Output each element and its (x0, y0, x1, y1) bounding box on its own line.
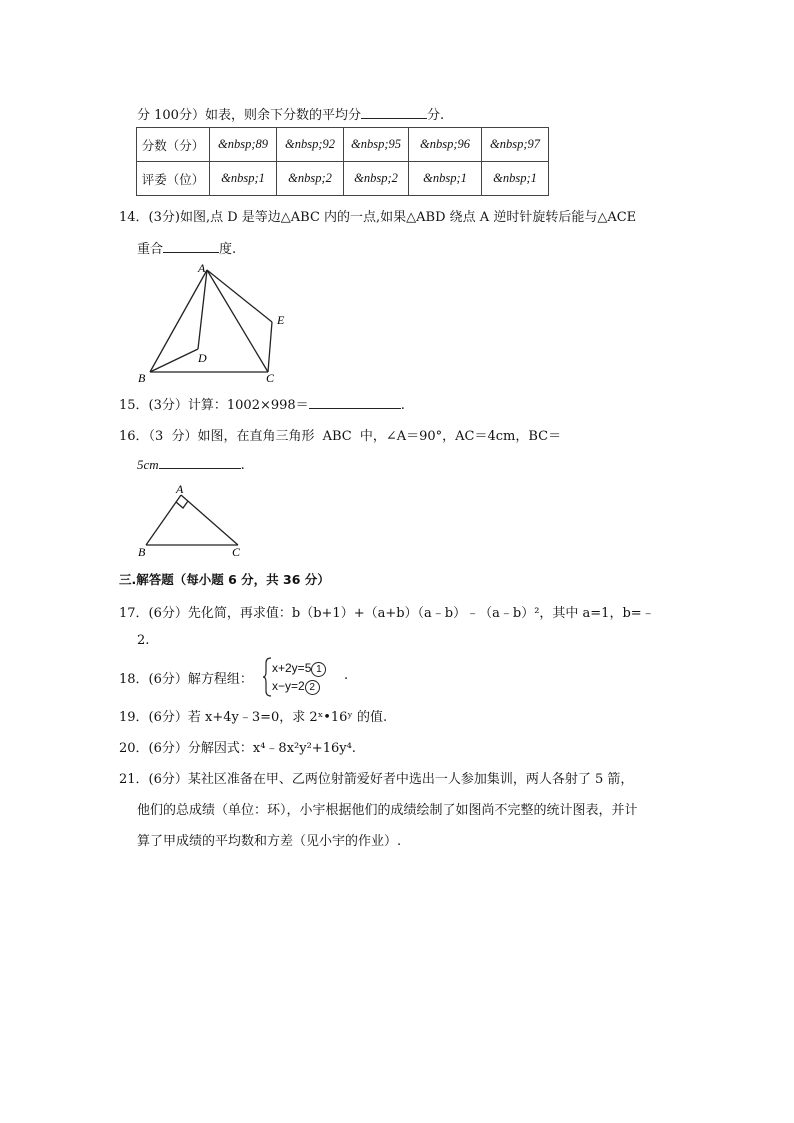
table-cell: &nbsp;92 (277, 128, 344, 162)
q16-line2 (137, 456, 245, 473)
table-cell: &nbsp;97 (482, 128, 549, 162)
table-cell: &nbsp;2 (277, 162, 344, 196)
table-cell: &nbsp;2 (344, 162, 409, 196)
q20-line: 20．(6分）分解因式：x⁴﹣8x²y²+16y⁴. (119, 741, 356, 756)
q21-line2: 他们的总成绩（单位：环），小宇根据他们的成绩绘制了如图尚不完整的统计图表，并计 (137, 803, 638, 818)
table-cell: &nbsp;1 (409, 162, 482, 196)
table-cell: &nbsp;96 (409, 128, 482, 162)
table-cell: &nbsp;1 (482, 162, 549, 196)
section-title: 三.解答题（每小题 6 分，共 36 分） (119, 572, 330, 587)
q13-answer-blank (361, 106, 427, 119)
segment-ac (207, 270, 268, 372)
table-row-label: 评委（位） (137, 162, 210, 196)
q16-right-triangle-figure (134, 480, 254, 560)
right-angle-mark (176, 501, 188, 508)
q14-line2 (137, 238, 236, 257)
segment-ad (198, 270, 207, 349)
q18-prefix: 18．(6分）解方程组： (119, 672, 253, 687)
equation-1: x+2y=5 1 (272, 659, 326, 677)
table-header-label: 分数（分） (137, 128, 210, 162)
brace-icon (262, 657, 272, 697)
table-cell: &nbsp;1 (210, 162, 277, 196)
segment-bd (150, 349, 198, 372)
table-row (137, 162, 549, 196)
q13-tail-suffix: 分. (426, 108, 445, 123)
label-a: A (176, 482, 184, 496)
q14-line2-suffix: 度. (219, 242, 237, 257)
score-table (136, 127, 549, 196)
q16-answer-blank (159, 456, 241, 469)
q17-line2: 2. (137, 633, 150, 648)
table-cell: &nbsp;95 (344, 128, 409, 162)
equation-system (272, 659, 326, 695)
label-c: C (232, 545, 241, 559)
q19-line: 19．(6分）若 x+4y﹣3=0，求 2ˣ•16ʸ 的值. (119, 710, 388, 725)
q17-line1: 17．(6分）先化简，再求值：b（b+1）+（a+b）（a﹣b）﹣（a﹣b）²，其中 a=1，b=﹣ (119, 606, 655, 621)
label-c: C (266, 371, 275, 385)
table-cell: &nbsp;89 (210, 128, 277, 162)
q16-line2-suffix: . (240, 458, 245, 473)
segment-ce (268, 322, 272, 372)
q14-line1: 14．(3分)如图,点 D 是等边△ABC 内的一点,如果△ABD 绕点 A 逆时针旋转后能与△ACE (119, 210, 637, 225)
q15-answer-blank (309, 396, 401, 409)
q16-line1: 16．（3 分）如图，在直角三角形 ABC 中，∠A＝90°，AC＝4cm，BC＝ (119, 429, 562, 444)
segment-ae (207, 270, 272, 322)
q14-answer-blank (163, 240, 219, 253)
q14-rotation-figure (134, 258, 304, 388)
q15-line (119, 394, 405, 413)
label-a: A (198, 261, 206, 275)
segment-ac (181, 495, 238, 545)
circled-number: 1 (311, 662, 326, 677)
q15-suffix: . (400, 398, 405, 413)
q21-line1: 21．(6分）某社区准备在甲、乙两位射箭爱好者中选出一人参加集训，两人各射了 5 箭， (119, 772, 634, 787)
table-row (137, 128, 549, 162)
label-d: D (198, 351, 207, 365)
label-b: B (138, 371, 146, 385)
circled-number: 2 (305, 680, 320, 695)
label-e: E (277, 313, 285, 327)
q14-line2-prefix: 重合 (137, 242, 164, 257)
label-b: B (138, 545, 146, 559)
equation-2: x−y=2 2 (272, 677, 326, 695)
q21-line3: 算了甲成绩的平均数和方差（见小宇的作业）. (137, 834, 402, 849)
q15-text: 15．(3分）计算：1002×998＝ (119, 398, 309, 413)
q16-line2-prefix: 5cm (137, 457, 159, 472)
q18-suffix: . (344, 668, 349, 683)
q13-tail-line (137, 104, 444, 123)
q13-tail-text: 分 100分）如表，则余下分数的平均分 (137, 108, 361, 123)
